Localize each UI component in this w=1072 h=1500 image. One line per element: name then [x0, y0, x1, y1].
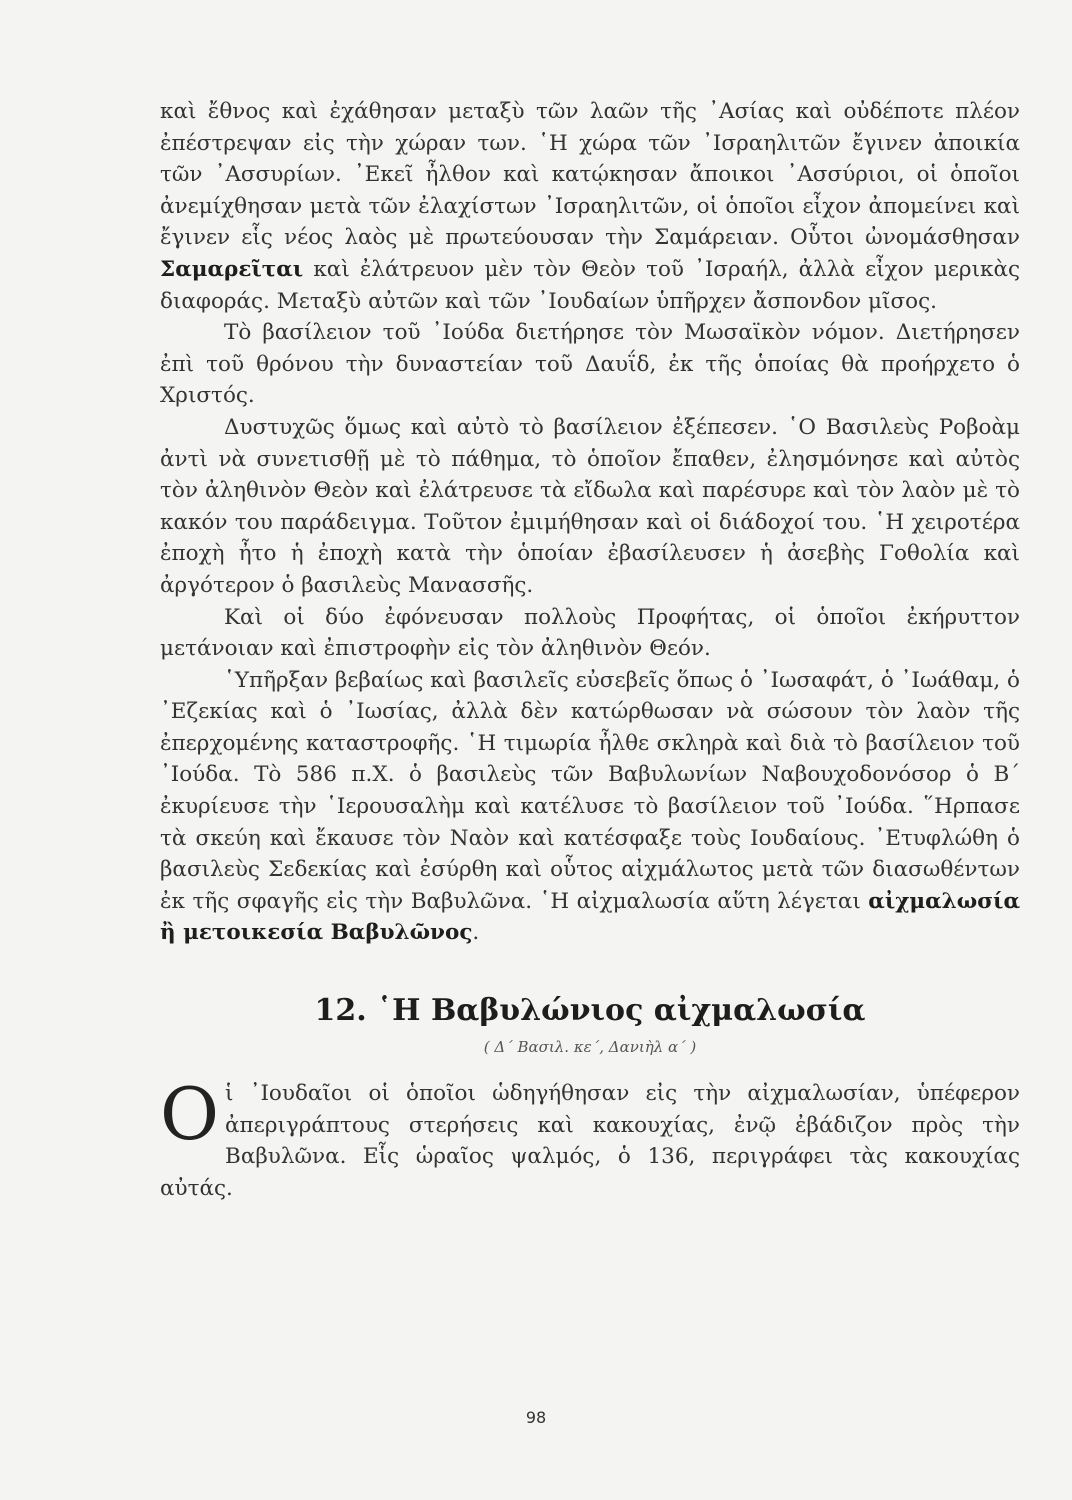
page-number: 98	[525, 1408, 547, 1427]
bold-term-samaritans: Σαμαρεῖται	[160, 256, 304, 282]
paragraph-end-punctuation: .	[472, 920, 480, 946]
paragraph-text: Τὸ βασίλειον τοῦ ᾿Ιούδα διετήρησε τὸν Μωσαϊκὸν νόμον. Διετήρησεν ἐπὶ τοῦ θρόνου τὴν δυναστείαν τοῦ Δαυΐδ, ἐκ τῆς ὁποίας θὰ προήρχετο ὁ Χριστός.	[160, 320, 1020, 409]
paragraph-text: ῾Υπῆρξαν βεβαίως καὶ βασιλεῖς εὐσεβεῖς ὅπως ὁ ᾿Ιωσαφάτ, ὁ ᾿Ιωάθαμ, ὁ ᾿Εζεκίας καὶ ὁ ᾿Ιωσίας, ἀλλὰ δὲν κατώρθωσαν νὰ σώσουν τὸν λαὸν τῆς ἐπερχομένης καταστροφῆς. ῾Η τιμωρία ἦλθε σκληρὰ καὶ διὰ τὸ βασίλειον τοῦ ᾿Ιούδα. Τὸ 586 π.Χ. ὁ βασιλεὺς τῶν Βαβυλωνίων Ναβουχοδονόσορ ὁ Β΄ ἐκυρίευσε τὴν ῾Ιερουσαλὴμ καὶ κατέλυσε τὸ βασίλειον τοῦ ᾿Ιούδα. ῞Ηρπασε τὰ σκεύη καὶ ἔκαυσε τὸν Ναὸν καὶ κατέσφαξε τοὺς Ιουδαίους. ᾿Ετυφλώθη ὁ βασιλεὺς Σεδεκίας καὶ ἐσύρθη καὶ οὗτος αἰχμάλωτος μετὰ τῶν διασωθέντων ἐκ τῆς σφαγῆς εἰς τὴν Βαβυλῶνα. ῾Η αἰχμαλωσία αὕτη λέγεται	[160, 667, 1020, 914]
drop-cap: Ο	[160, 1072, 220, 1157]
paragraph-text: Καὶ οἱ δύο ἐφόνευσαν πολλοὺς Προφήτας, οἱ ὁποῖοι ἐκήρυττον μετάνοιαν καὶ ἐπιστροφὴν εἰς τὸν ἀληθινὸν Θεόν.	[160, 604, 1020, 662]
section-heading: 12. ῾Η Βαβυλώνιος αἰχμαλωσία	[314, 993, 866, 1029]
paragraph-text: Δυστυχῶς ὅμως καὶ αὐτὸ τὸ βασίλειον ἐξέπεσεν. ῾Ο Βασιλεὺς Ροβοὰμ ἀντὶ νὰ συνετισθῇ μὲ τὸ πάθημα, τὸ ὁποῖον ἔπαθεν, ἐλησμόνησε καὶ αὐτὸς τὸν ἀληθινὸν Θεὸν καὶ ἐλάτρευσε τὰ εἴδωλα καὶ παρέσυρε καὶ τὸν λαὸν μὲ τὸ κακόν του παράδειγμα. Τοῦτον ἐμιμήθησαν καὶ οἱ διάδοχοί του. ῾Η χειροτέρα ἐποχὴ ἦτο ἡ ἐποχὴ κατὰ τὴν ὁποίαν ἐβασίλευσεν ἡ ἀσεβὴς Γοθολία καὶ ἀργότερον ὁ βασιλεὺς Μανασσῆς.	[160, 414, 1020, 598]
bold-term-captivity: αἰχμαλωσία ἢ μετοικεσία Βαβυλῶνος	[160, 888, 1020, 946]
scripture-reference: ( Δ΄ Βασιλ. κε΄, Δανιὴλ α΄ )	[483, 1038, 697, 1057]
paragraph-samaritans	[160, 96, 1020, 317]
paragraph-kingdom-judah	[160, 317, 1020, 412]
paragraph-rehoboam	[160, 412, 1020, 602]
paragraph-prophets	[160, 602, 1020, 665]
paragraph-text: ἱ ᾿Ιουδαῖοι οἱ ὁποῖοι ὡδηγήθησαν εἰς τὴν αἰχμαλωσίαν, ὑπέφερον ἀπεριγράπτους στερήσεις καὶ κακουχίας, ἐνῷ ἐβάδιζον πρὸς τὴν Βαβυλῶνα. Εἷς ὡραῖος ψαλμός, ὁ 136, περιγράφει τὰς κακουχίας αὐτάς.	[160, 1081, 1020, 1201]
paragraph-text: καὶ ἐλάτρευον μὲν τὸν Θεὸν τοῦ ᾿Ισραήλ, ἀλλὰ εἶχον μερικὰς διαφοράς. Μεταξὺ αὐτῶν καὶ τῶν ᾿Ιουδαίων ὑπῆρχεν ἄσπονδον μῖσος.	[160, 256, 1020, 314]
paragraph-text: καὶ ἔθνος καὶ ἐχάθησαν μεταξὺ τῶν λαῶν τῆς ᾿Ασίας καὶ οὐδέποτε πλέον ἐπέστρεψαν εἰς τὴν χώραν των. ῾Η χώρα τῶν ᾿Ισραηλιτῶν ἔγινεν ἀποικία τῶν ᾿Ασσυρίων. ᾿Εκεῖ ἦλθον καὶ κατῴκησαν ἄποικοι ᾿Ασσύριοι, οἱ ὁποῖοι ἀνεμίχθησαν μετὰ τῶν ἐλαχίστων ᾿Ισραηλιτῶν, οἱ ὁποῖοι εἶχον ἀπομείνει καὶ ἔγινεν εἷς νέος λαὸς μὲ πρωτεύουσαν τὴν Σαμάρειαν. Οὗτοι ὠνομάσθησαν	[160, 99, 1020, 251]
paragraph-pious-kings	[160, 665, 1020, 949]
paragraph-captivity-intro	[160, 1072, 1020, 1204]
